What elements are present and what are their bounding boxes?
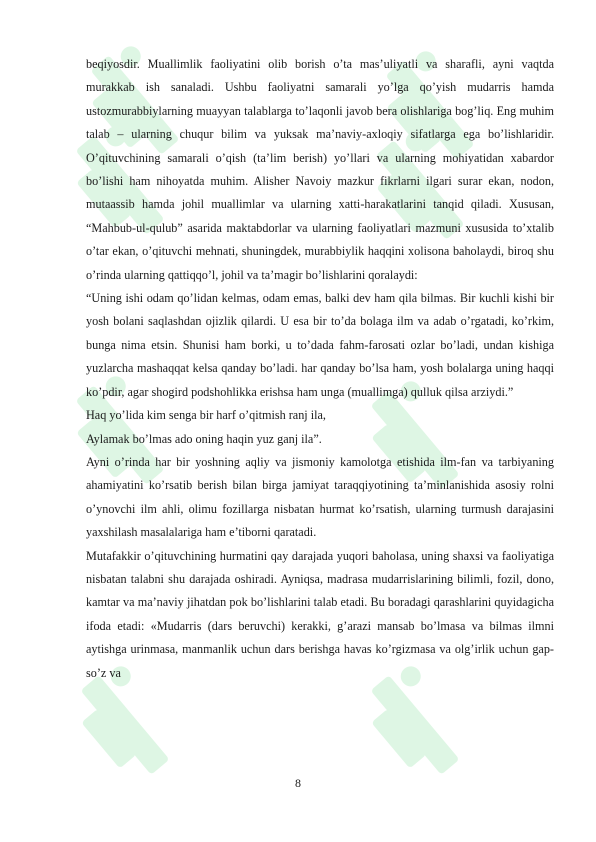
body-text [86,53,554,685]
verse-line-1: Haq yo’lida kim senga bir harf o’qitmish ranj ila, [86,408,326,423]
page-number: 8 [295,776,301,790]
paragraph-quote: “Uning ishi odam qo’lidan kelmas, odam emas, balki dev ham qila bilmas. Bir kuchli kishi bir yosh bolani saqlashdan ojizlik qilardi. U esa bir to’da bolaga ilm va adab o’rgatadi, ko’rkim, bunga nima etsin. Shunisi ham borki, u to’dada fahm-farosati ozlar bo’ladi, undan kishiga yuzlarcha mashaqqat kelsa qanday bo’ladi. har qanday bo’lsa ham, yosh bolalarga uning haqqi ko’pdir, agar shogird podshohlikka erishsa ham unga (muallimga) qulluk qilsa arziydi.” [86,291,554,399]
paragraph-3: Mutafakkir o’qituvchining hurmatini qay darajada yuqori baholasa, uning shaxsi va faoliyatiga nisbatan talabni shu darajada oshiradi. Ayniqsa, madrasa mudarrislarining bilimli, fozil, dono, kamtar va ma’naviy jihatdan pok bo’lishlarini talab etadi. Bu boradagi qarashlarini quyidagicha ifoda etadi: «Mudarris (dars beruvchi) kerakki, g’arazi mansab bo’lmasa va bilmas ilmni aytishga urinmasa, manmanlik uchun dars berishga havas ko’rgizmasa va olg’irlik uchun gap-so’z va [86,548,554,680]
paragraph-2: Ayni o’rinda har bir yoshning aqliy va jismoniy kamolotga etishida ilm-fan va tarbiyaning ahamiyatini ko’rsatib berish bilan birga jamiyat taraqqiyotining ta’minlanishida asosiy rolni o’ynovchi ilm ahli, olimu fozillarga nisbatan hurmat ko’rsatish, ularning turmush darajasini yaxshilash masalalariga ham e’tiborni qaratadi. [86,454,554,540]
paragraph-1: beqiyosdir. Muallimlik faoliyatini olib borish o’ta mas’uliyatli va sharafli, ayni vaqtda murakkab ish sanaladi. Ushbu faoliyatni samarali yo’lga qo’yish mudarris hamda ustozmurabbiylarning muayyan talablarga to’laqonli javob bera olishlariga bog’liq. Eng muhim talab – ularning chuqur bilim va yuksak ma’naviy-axloqiy sifatlarga ega bo’lishlaridir. O’qituvchining samarali o’qish (ta’lim berish) yo’llari va ularning mohiyatidan xabardor bo’lishi ham nihoyatda muhim. Alisher Navoiy mazkur fikrlarni ilgari surar ekan, nodon, mutaassib hamda johil muallimlar va ularning xatti-harakatlarini tanqid qiladi. Xususan, “Mahbub-ul-qulub” asarida maktabdorlar va ularning faoliyatlari mazmuni xususida to’xtalib o’tar ekan, o’qituvchi mehnati, shuningdek, murabbiylik haqqini xolisona baholaydi, biroq shu o’rinda ularning qattiqqo’l, johil va ta’magir bo’lishlarini qoralaydi: [86,57,554,282]
verse-line-2: Aylamak bo’lmas ado oning haqin yuz ganj ila”. [86,431,322,446]
